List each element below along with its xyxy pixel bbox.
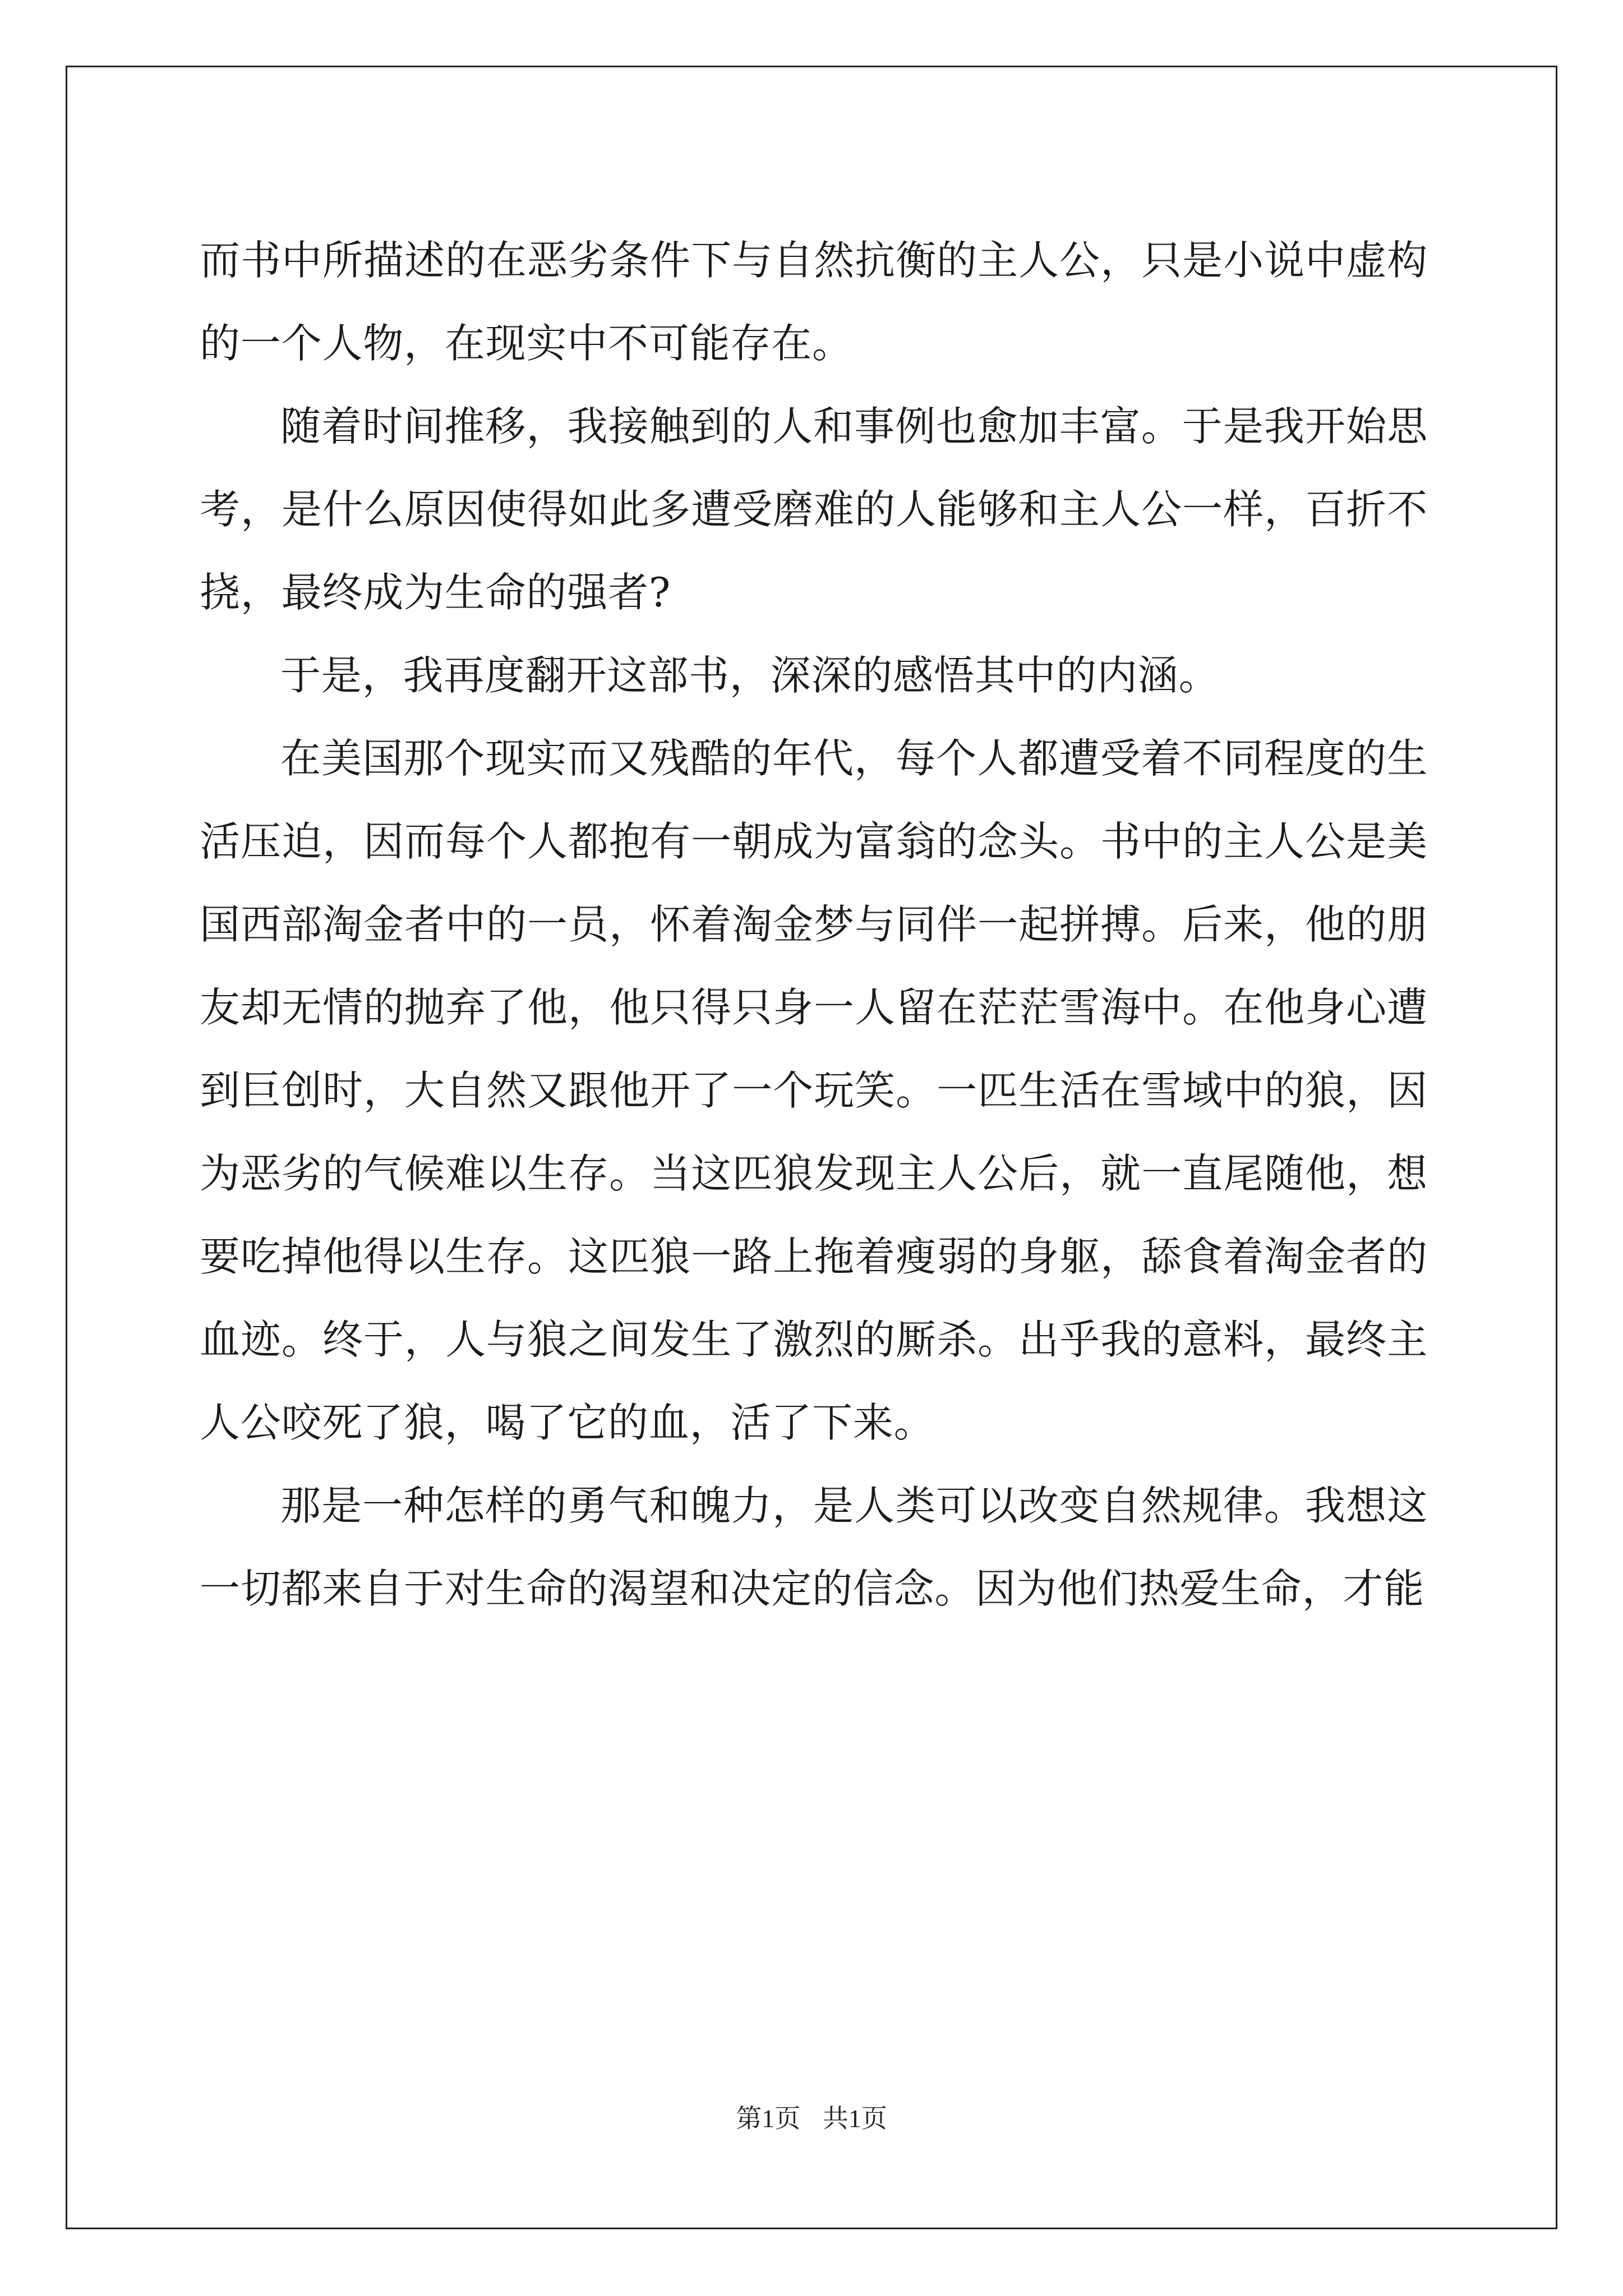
page-total: 共1页 [822,2104,887,2133]
paragraph-1: 而书中所描述的在恶劣条件下与自然抗衡的主人公，只是小说中虚构的一个人物，在现实中不可能存在。 [200,237,1428,367]
page-footer [0,2098,1623,2135]
paragraph-3: 于是，我再度翻开这部书，深深的感悟其中的内涵。 [280,652,1220,699]
page-number: 第1页 [736,2104,801,2133]
document-body [200,219,1428,1630]
paragraph-2: 随着时间推移，我接触到的人和事例也愈加丰富。于是我开始思考，是什么原因使得如此多遭受磨难的人能够和主人公一样，百折不挠，最终成为生命的强者? [200,403,1428,616]
paragraph-5: 那是一种怎样的勇气和魄力，是人类可以改变自然规律。我想这一切都来自于对生命的渴望和决定的信念。因为他们热爱生命，才能 [200,1482,1428,1612]
paragraph-4: 在美国那个现实而又残酷的年代，每个人都遭受着不同程度的生活压迫，因而每个人都抱有一朝成为富翁的念头。书中的主人公是美国西部淘金者中的一员，怀着淘金梦与同伴一起拼搏。后来，他的朋友却无情的抛弃了他，他只得只身一人留在茫茫雪海中。在他身心遭到巨创时，大自然又跟他开了一个玩笑。一匹生活在雪域中的狼，因为恶劣的气候难以生存。当这匹狼发现主人公后，就一直尾随他，想要吃掉他得以生存。这匹狼一路上拖着瘦弱的身躯，舔食着淘金者的血迹。终于，人与狼之间发生了激烈的厮杀。出乎我的意料，最终主人公咬死了狼，喝了它的血，活了下来。 [200,735,1428,1446]
